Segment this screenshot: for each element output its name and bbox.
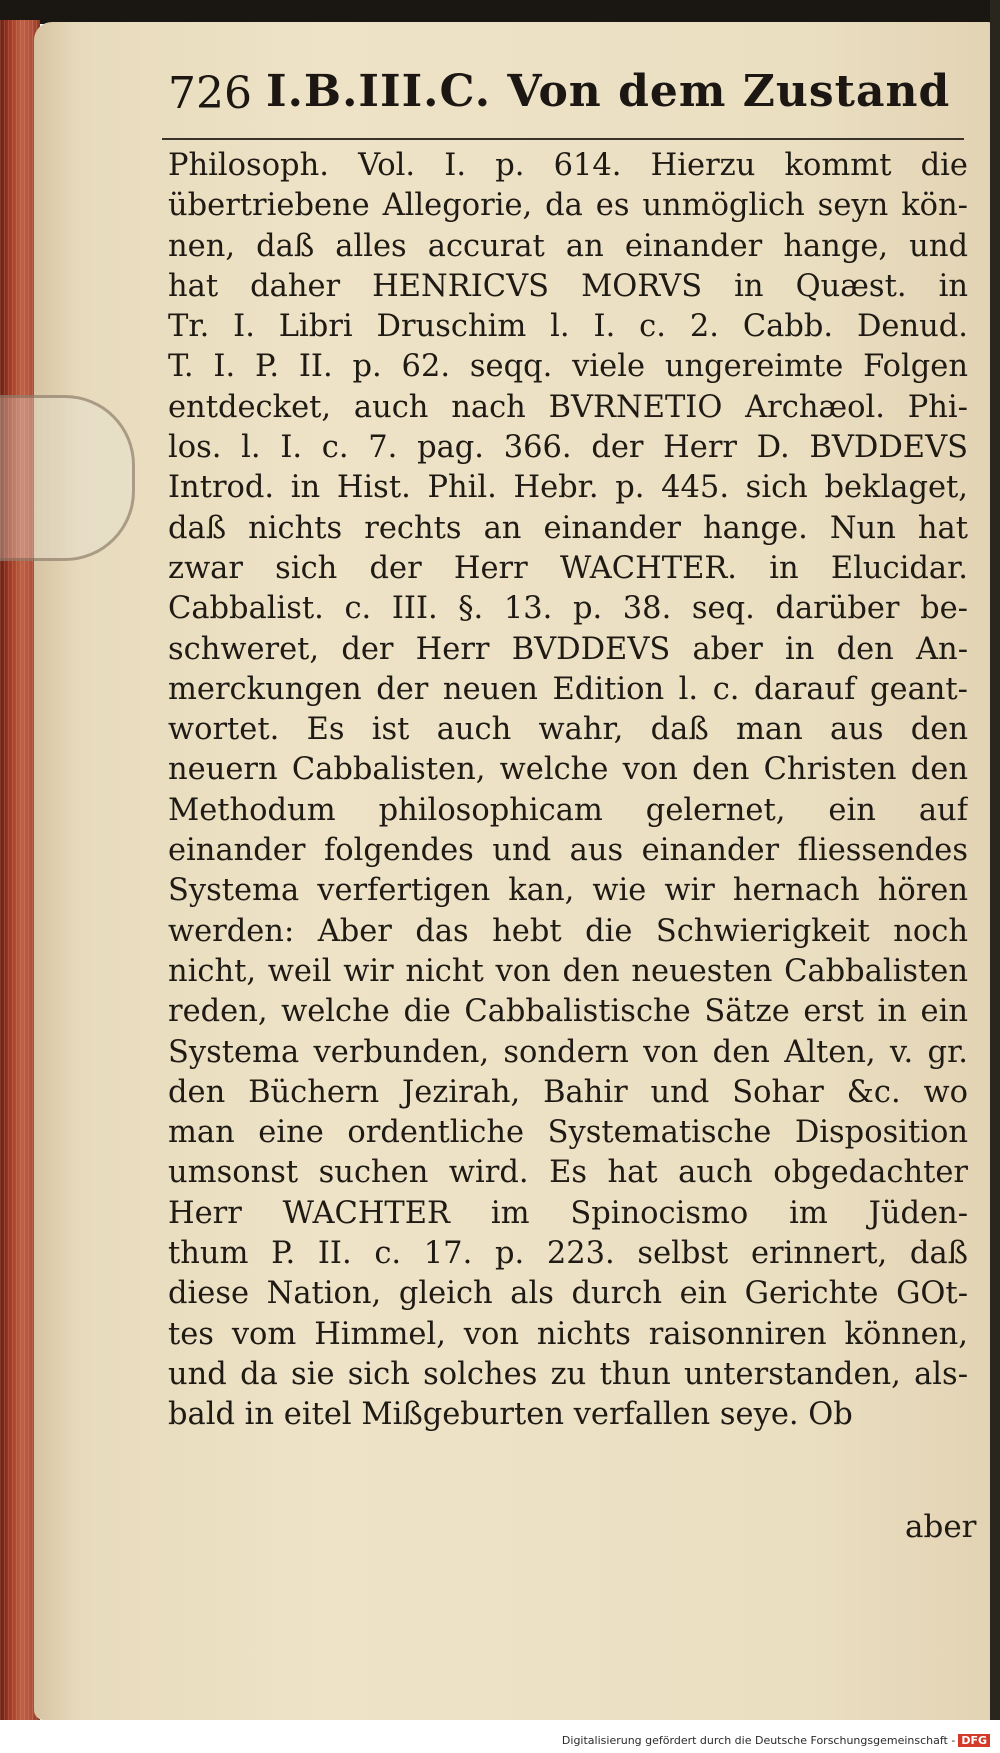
page-number: 726 (168, 68, 252, 119)
digitization-credit (562, 1734, 990, 1747)
text-line: diese Nation, gleich als durch ein Gerichte GOt- (168, 1276, 968, 1312)
text-line: Tr. I. Libri Druschim l. I. c. 2. Cabb. Denud. (168, 309, 968, 345)
header-rule (162, 138, 964, 140)
page-clip-holder (0, 395, 135, 561)
text-line: den Büchern Jezirah, Bahir und Sohar &c. wo (168, 1074, 968, 1110)
text-line: thum P. II. c. 17. p. 223. selbst erinnert, daß (168, 1236, 968, 1272)
text-line: Systema verbunden, sondern von den Alten, v. gr. (168, 1034, 968, 1070)
text-line: hat daher HENRICVS MORVS in Quæst. in (168, 268, 968, 304)
text-line: umsonst suchen wird. Es hat auch obgedachter (168, 1155, 968, 1191)
text-line: einander folgendes und aus einander fliessendes (168, 833, 968, 869)
text-line: Cabbalist. c. III. §. 13. p. 38. seq. darüber be- (168, 591, 968, 627)
running-title: I.B.III.C. Von dem Zustand (266, 66, 951, 117)
running-header (168, 60, 951, 130)
text-line: merckungen der neuen Edition l. c. darauf geant- (168, 671, 968, 707)
text-line: bald in eitel Mißgeburten verfallen seye. Ob (168, 1397, 853, 1433)
text-line: neuern Cabbalisten, welche von den Christen den (168, 752, 968, 788)
text-line: reden, welche die Cabbalistische Sätze erst in ein (168, 994, 968, 1030)
text-line: Systema verfertigen kan, wie wir hernach hören (168, 873, 968, 909)
scan-top-shadow (0, 0, 1000, 24)
credit-text: Digitalisierung gefördert durch die Deutsche Forschungsgemeinschaft - (561, 1734, 956, 1747)
text-line: nicht, weil wir nicht von den neuesten Cabbalisten (168, 953, 968, 989)
text-line: nen, daß alles accurat an einander hange, und (168, 228, 968, 264)
scan-right-shadow (990, 0, 1000, 1720)
dfg-logo: DFG (958, 1734, 990, 1747)
text-line: Philosoph. Vol. I. p. 614. Hierzu kommt die (168, 148, 968, 183)
text-line: schweret, der Herr BVDDEVS aber in den An- (168, 631, 968, 667)
text-line: daß nichts rechts an einander hange. Nun hat (168, 510, 968, 546)
text-line: Herr WACHTER im Spinocismo im Jüden- (168, 1195, 968, 1231)
text-line: werden: Aber das hebt die Schwierigkeit noch (168, 913, 968, 949)
text-line: und da sie sich solches zu thun unterstanden, als- (168, 1356, 968, 1392)
text-line: man eine ordentliche Systematische Disposition (168, 1115, 968, 1151)
text-line: tes vom Himmel, von nichts raisonniren können, (168, 1316, 968, 1352)
text-line: Methodum philosophicam gelernet, ein auf (168, 792, 968, 828)
text-line: zwar sich der Herr WACHTER. in Elucidar. (168, 550, 968, 586)
catchword: aber (905, 1509, 977, 1545)
text-line: Introd. in Hist. Phil. Hebr. p. 445. sich beklaget, (168, 470, 968, 506)
text-line: los. l. I. c. 7. pag. 366. der Herr D. BVDDEVS (168, 430, 968, 466)
text-line: wortet. Es ist auch wahr, daß man aus den (168, 712, 968, 748)
text-line: entdecket, auch nach BVRNETIO Archæol. Phi- (168, 389, 968, 425)
body-text (168, 146, 968, 1436)
text-line: T. I. P. II. p. 62. seqq. viele ungereimte Folgen (168, 349, 968, 385)
text-line: übertriebene Allegorie, da es unmöglich seyn kön- (168, 188, 968, 224)
